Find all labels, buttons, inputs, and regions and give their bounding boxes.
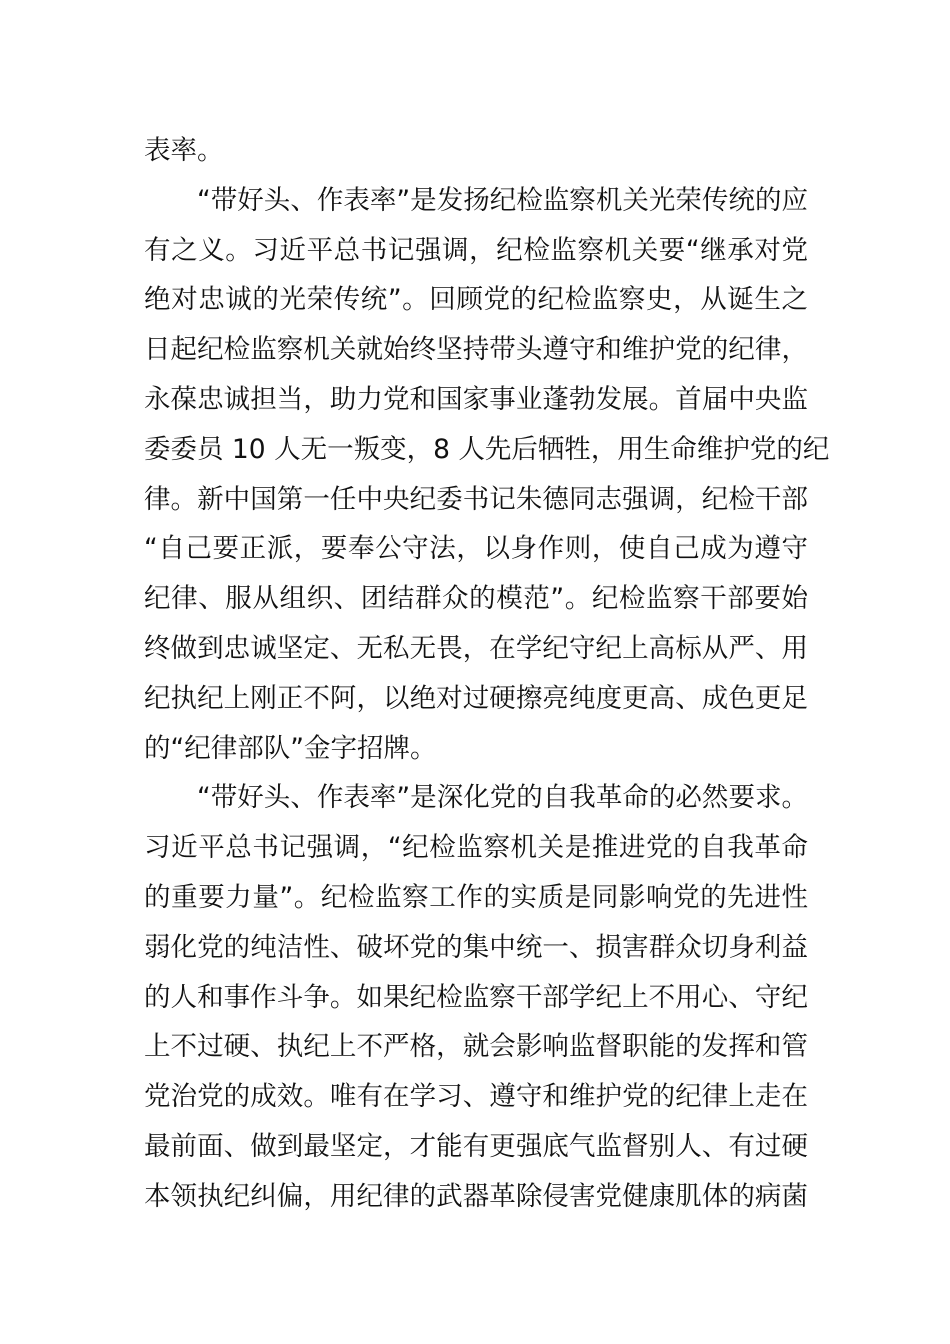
text-line: 律。新中国第一任中央纪委书记朱德同志强调，纪检干部 bbox=[144, 483, 808, 515]
text-line: 上不过硬、执纪上不严格，就会影响监督职能的发挥和管 bbox=[144, 1031, 808, 1063]
text-line: “带好头、作表率”是发扬纪检监察机关光荣传统的应 bbox=[197, 184, 808, 216]
text-line: 委委员 10 人无一叛变，8 人先后牺牲，用生命维护党的纪 bbox=[144, 433, 830, 465]
text-line: 最前面、做到最坚定，才能有更强底气监督别人、有过硬 bbox=[144, 1130, 808, 1162]
text-line: 绝对忠诚的光荣传统”。回顾党的纪检监察史，从诞生之 bbox=[144, 284, 808, 316]
text-line: 有之义。习近平总书记强调，纪检监察机关要“继承对党 bbox=[144, 234, 808, 266]
text-line: 习近平总书记强调，“纪检监察机关是推进党的自我革命 bbox=[144, 832, 808, 864]
text-line: 终做到忠诚坚定、无私无畏，在学纪守纪上高标从严、用 bbox=[144, 632, 808, 664]
text-line: 弱化党的纯洁性、破坏党的集中统一、损害群众切身利益 bbox=[144, 931, 808, 963]
text-line: 党治党的成效。唯有在学习、遵守和维护党的纪律上走在 bbox=[144, 1081, 808, 1113]
text-line: 的“纪律部队”金字招牌。 bbox=[144, 732, 437, 764]
text-line: 的人和事作斗争。如果纪检监察干部学纪上不用心、守纪 bbox=[144, 981, 808, 1013]
text-line: 本领执纪纠偏，用纪律的武器革除侵害党健康肌体的病菌 bbox=[144, 1180, 808, 1212]
text-line: “自己要正派，要奉公守法，以身作则，使自己成为遵守 bbox=[144, 533, 808, 565]
text-line: “带好头、作表率”是深化党的自我革命的必然要求。 bbox=[197, 782, 808, 814]
text-line: 永葆忠诚担当，助力党和国家事业蓬勃发展。首届中央监 bbox=[144, 383, 808, 415]
text-line: 表率。 bbox=[144, 135, 224, 166]
text-line: 纪执纪上刚正不阿，以绝对过硬擦亮纯度更高、成色更足 bbox=[144, 682, 808, 714]
text-line: 纪律、服从组织、团结群众的模范”。纪检监察干部要始 bbox=[144, 583, 808, 615]
text-line: 日起纪检监察机关就始终坚持带头遵守和维护党的纪律， bbox=[144, 334, 808, 366]
body-text bbox=[144, 126, 830, 1222]
text-line: 的重要力量”。纪检监察工作的实质是同影响党的先进性 bbox=[144, 881, 808, 913]
